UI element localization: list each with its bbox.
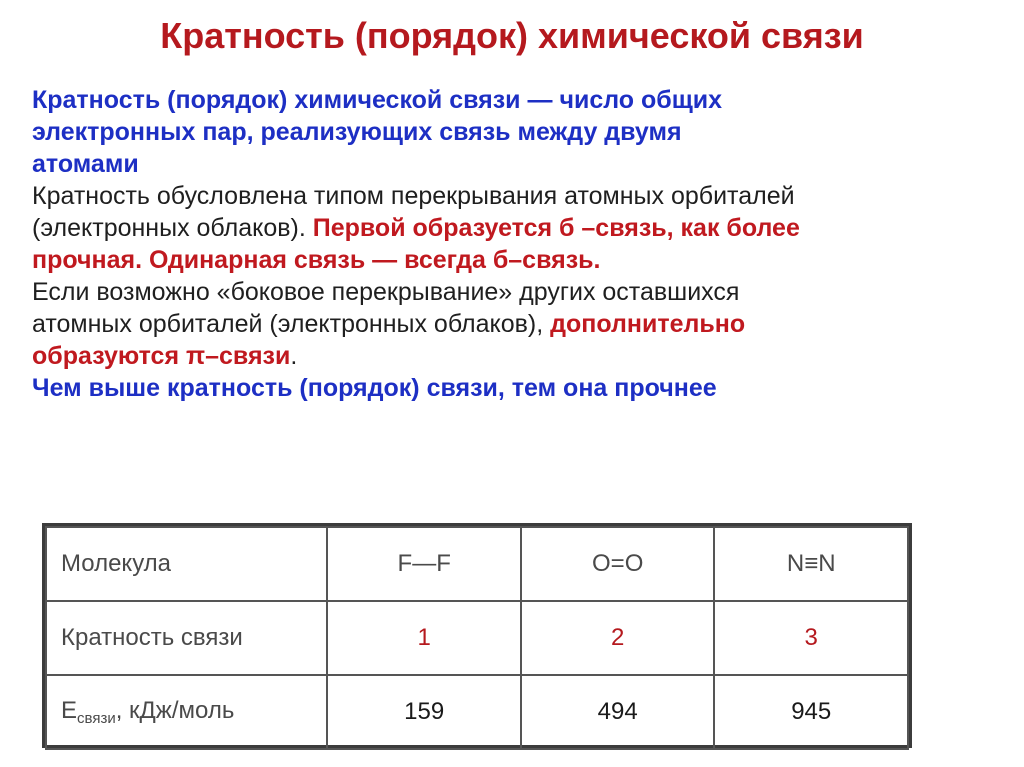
bond-order-table — [42, 523, 912, 748]
energy-symbol: E — [61, 697, 78, 724]
table-row-molecule — [46, 527, 908, 601]
additional-highlight: дополнительно — [550, 310, 746, 338]
conclusion-line: Чем выше кратность (порядок) связи, тем она прочнее — [32, 374, 717, 402]
single-bond-highlight: прочная. Одинарная связь — всегда б–связь. — [32, 246, 601, 274]
definition-line-3: атомами — [32, 150, 139, 178]
energy-unit: , кДж/моль — [115, 697, 235, 724]
sigma-bond-highlight: Первой образуется б –связь, как более — [312, 214, 800, 242]
slide-body — [32, 84, 1002, 404]
paragraph-3-line-1: Если возможно «боковое перекрывание» других оставшихся — [32, 278, 740, 306]
paragraph-3-line-2-text: атомных орбиталей (электронных облаков), — [32, 310, 551, 338]
row-label-molecule: Молекула — [46, 527, 327, 601]
paragraph-3-line-3-period: . — [290, 342, 298, 370]
paragraph-3-line-3 — [32, 340, 1002, 372]
paragraph-2-line-1: Кратность обусловлена типом перекрывания атомных орбиталей — [32, 182, 795, 210]
row-label-bond-energy — [46, 675, 327, 749]
table-row-bond-order — [46, 601, 908, 675]
cell-energy-f2: 159 — [327, 675, 520, 749]
energy-subscript: связи — [77, 710, 116, 727]
cell-bond-order-o2: 2 — [521, 601, 715, 675]
cell-molecule-n2: N≡N — [714, 527, 908, 601]
cell-molecule-f2: F—F — [327, 527, 520, 601]
cell-energy-o2: 494 — [521, 675, 715, 749]
paragraph-3-line-2 — [32, 308, 1002, 340]
slide-title: Кратность (порядок) химической связи — [160, 15, 864, 56]
definition-line-1: Кратность (порядок) химической связи — число общих — [32, 86, 723, 114]
row-label-bond-order: Кратность связи — [46, 601, 327, 675]
table-row-bond-energy — [46, 675, 908, 749]
cell-bond-order-f2: 1 — [327, 601, 520, 675]
cell-molecule-o2: O=O — [521, 527, 715, 601]
definition-line-2: электронных пар, реализующих связь между двумя — [32, 118, 682, 146]
cell-energy-n2: 945 — [714, 675, 908, 749]
cell-bond-order-n2: 3 — [714, 601, 908, 675]
pi-bond-highlight: образуются π–связи — [32, 342, 291, 370]
paragraph-2-line-2-text: (электронных облаков). — [32, 214, 313, 242]
paragraph-2-line-2 — [32, 212, 1002, 244]
